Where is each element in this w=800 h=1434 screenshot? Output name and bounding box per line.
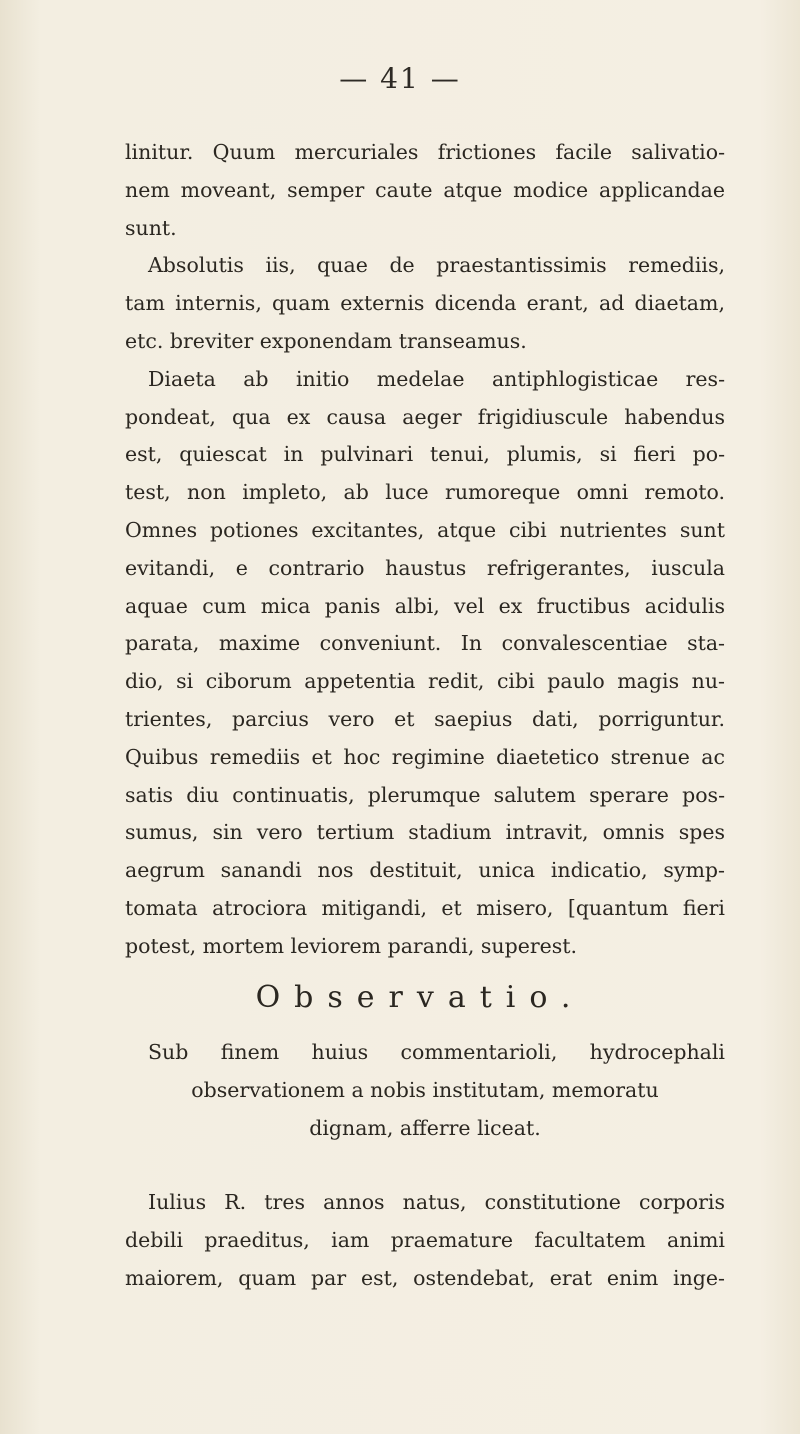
text-line: evitandi, e contrario haustus refrigerantes, iuscula bbox=[125, 555, 725, 580]
text-line: tam internis, quam externis dicenda erant, ad diaetam, bbox=[125, 291, 725, 316]
text-line: dignam, afferre liceat. bbox=[309, 1115, 541, 1140]
text-line: est, quiescat in pulvinari tenui, plumis, si fieri po- bbox=[125, 442, 725, 467]
text-line: etc. breviter exponendam transeamus. bbox=[125, 328, 527, 353]
text-line: Quibus remediis et hoc regimine diaetetico strenue ac bbox=[125, 744, 725, 769]
text-block-main bbox=[125, 134, 725, 966]
text-line: trientes, parcius vero et saepius dati, porriguntur. bbox=[125, 706, 725, 731]
text-line: debili praeditus, iam praemature facultatem animi bbox=[125, 1227, 725, 1252]
text-line: parata, maxime conveniunt. In convalescentiae sta- bbox=[125, 631, 725, 656]
text-line: satis diu continuatis, plerumque salutem sperare pos- bbox=[125, 782, 725, 807]
text-line: Sub finem huius commentarioli, hydrocephali bbox=[148, 1040, 725, 1064]
text-line: test, non impleto, ab luce rumoreque omni remoto. bbox=[125, 480, 725, 505]
text-line: sumus, sin vero tertium stadium intravit, omnis spes bbox=[125, 820, 725, 845]
text-block-observatio-intro bbox=[125, 1034, 725, 1147]
text-line: Absolutis iis, quae de praestantissimis remediis, bbox=[148, 253, 725, 278]
text-line: aquae cum mica panis albi, vel ex fructibus acidulis bbox=[125, 593, 725, 618]
section-heading-observatio: Observatio. bbox=[255, 980, 585, 1015]
text-line: Omnes potiones excitantes, atque cibi nutrientes sunt bbox=[125, 517, 725, 542]
text-line: sunt. bbox=[125, 215, 177, 240]
text-line: potest, mortem leviorem parandi, superest. bbox=[125, 933, 578, 958]
text-block-case bbox=[125, 1184, 725, 1297]
text-line: aegrum sanandi nos destituit, unica indicatio, symp- bbox=[125, 858, 725, 883]
text-line: Diaeta ab initio medelae antiphlogisticae res- bbox=[148, 366, 725, 391]
text-line: dio, si ciborum appetentia redit, cibi paulo magis nu- bbox=[125, 669, 725, 694]
page-number: — 41 — bbox=[339, 62, 461, 95]
text-line: Iulius R. tres annos natus, constitutione corporis bbox=[148, 1190, 725, 1214]
text-line: nem moveant, semper caute atque modice applicandae bbox=[125, 177, 725, 202]
text-line: maiorem, quam par est, ostendebat, erat enim inge- bbox=[125, 1265, 725, 1290]
text-line: observationem a nobis institutam, memoratu bbox=[191, 1077, 659, 1102]
text-line: pondeat, qua ex causa aeger frigidiuscule habendus bbox=[125, 404, 725, 429]
text-line: linitur. Quum mercuriales frictiones facile salivatio- bbox=[125, 140, 725, 164]
text-line: tomata atrociora mitigandi, et misero, [quantum fieri bbox=[125, 895, 725, 920]
